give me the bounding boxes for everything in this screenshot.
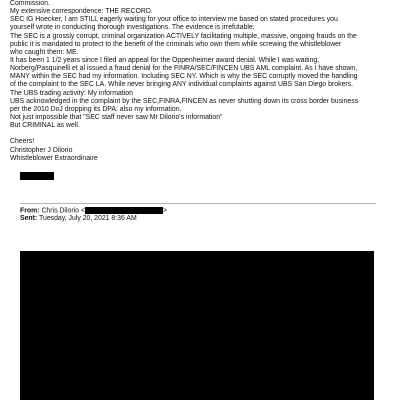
body-line: The UBS trading activity: My information [10, 89, 133, 97]
email-body [10, 0, 394, 163]
signature-name: Christopher J Dilorio [10, 146, 73, 154]
from-end: > [162, 207, 167, 215]
body-line: It has been 1 1/2 years since I filed an appeal for the Oppenheimer award denial. While I was waiting, [10, 56, 320, 64]
body-line: who caught them: ME. [10, 48, 79, 56]
body-line: Not just impossible that "SEC staff never saw Mr Dilorio's information" [10, 113, 223, 121]
email-address-redaction-box [85, 207, 163, 214]
body-line: per the 2010 DoJ dropping its DPA: also my information. [10, 105, 182, 113]
body-line: yourself wrote in conducting thorough investigations. The evidence is irrefutable: [10, 24, 255, 32]
body-line: MANY within the SEC had my information. Including SEC NY. Which is why the SEC corruptly moved the handling [10, 73, 358, 81]
body-line: of the complaint to the SEC LA. While never bringing ANY individual complaints against UBS San Diego brokers. [10, 81, 354, 89]
body-line: public it is mandated to protect to the benefit of the criminals who own them while screwing the whistleblower [10, 40, 342, 48]
body-line: Commission. [10, 0, 50, 7]
sent-label: Sent: [20, 215, 38, 222]
signature-redaction-box [20, 172, 54, 180]
large-redaction-block [20, 251, 374, 400]
from-name: Chris Dilorio < [41, 207, 85, 215]
body-line: The SEC is a grossly corrupt, criminal organization ACTIVELY facilitating multiple, massive, ongoing frauds on the [10, 32, 357, 40]
paragraph-gap [10, 130, 394, 138]
closing-line: Cheers! [10, 138, 35, 146]
email-separator-line [20, 203, 376, 204]
sent-value: Tuesday, July 20, 2021 8:36 AM [39, 215, 137, 222]
body-line: SEC IG Hoecker, I am STILL eagerly waiting for your office to interview me based on stated procedures you [10, 16, 338, 24]
body-line: My extensive correspondence: THE RECORD. [10, 8, 153, 16]
body-line: Norberg/Pasquinelli et al issued a fraud denial for the FINRA/SEC/FINCEN UBS AML complaint. As I have shown, [10, 65, 358, 73]
from-label: From: [20, 207, 40, 215]
sent-header-row [20, 215, 380, 223]
body-line: UBS acknowledged in the complaint by the SEC,FINRA,FINCEN as never shutting down its cross border business [10, 97, 359, 105]
signature-title: Whistleblower Extraordinaire [10, 154, 98, 162]
body-line: But CRIMINAL as well. [10, 122, 80, 130]
